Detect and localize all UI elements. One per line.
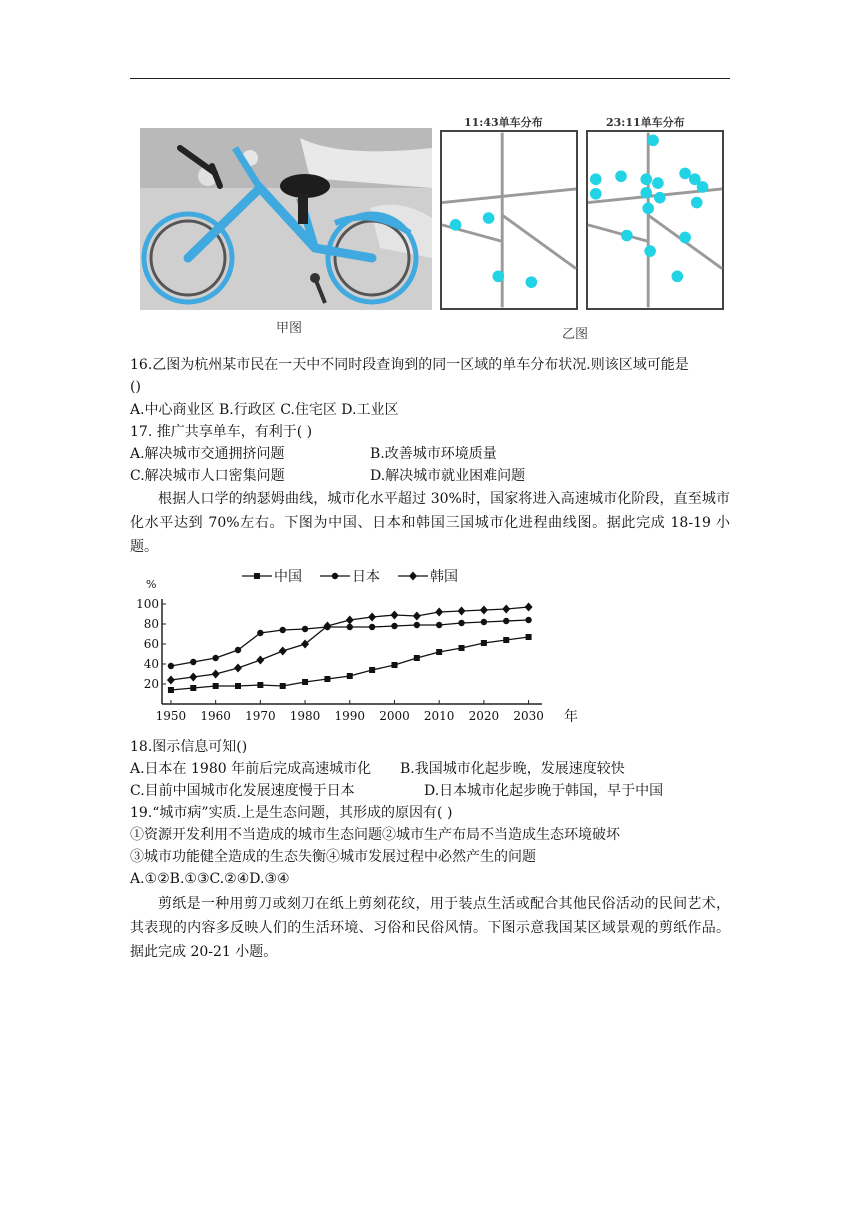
y-tick-label: 20 <box>143 677 159 691</box>
data-point-中国 <box>213 683 219 689</box>
q18-option-d: D.日本城市化起步晚于韩国，早于中国 <box>424 783 664 799</box>
data-point-日本 <box>190 659 196 665</box>
yi-caption: 乙图 <box>562 327 589 342</box>
x-axis-label: 年 <box>564 709 578 725</box>
q19-line2: ③城市功能健全造成的生态失衡④城市发展过程中必然产生的问题 <box>130 849 536 865</box>
bike-dot <box>483 212 495 224</box>
y-axis-label: % <box>146 578 157 591</box>
map-right <box>586 130 724 310</box>
q16-question: 16.乙图为杭州某市民在一天中不同时段查询到的同一区域的单车分布状况.则该区域可能是 <box>130 357 689 373</box>
data-point-中国 <box>190 685 196 691</box>
q16-question-cont: () <box>130 379 141 395</box>
x-tick-label: 2030 <box>513 709 544 723</box>
legend-label: 中国 <box>274 569 302 585</box>
q17-question: 17. 推广共享单车，有利于( ) <box>130 424 313 440</box>
data-point-韩国 <box>256 656 264 665</box>
x-tick-label: 2010 <box>423 709 455 723</box>
y-tick-label: 60 <box>143 637 159 651</box>
data-point-日本 <box>347 624 353 630</box>
data-point-日本 <box>369 624 375 630</box>
jia-caption: 甲图 <box>276 321 303 336</box>
data-point-中国 <box>324 676 330 682</box>
data-point-中国 <box>369 667 375 673</box>
data-point-日本 <box>391 623 397 629</box>
data-point-韩国 <box>458 607 466 616</box>
data-point-日本 <box>280 627 286 633</box>
q17-option-c: C.解决城市人口密集问题 <box>130 468 285 484</box>
data-point-日本 <box>458 620 464 626</box>
legend-label: 日本 <box>352 569 380 585</box>
data-point-中国 <box>391 662 397 668</box>
data-point-中国 <box>436 649 442 655</box>
data-point-中国 <box>347 673 353 679</box>
data-point-日本 <box>302 626 308 632</box>
map-left-title: 11:43单车分布 <box>464 116 543 129</box>
data-point-韩国 <box>234 664 242 673</box>
q18-question: 18.图示信息可知() <box>130 739 248 755</box>
urbanization-chart <box>136 562 590 727</box>
legend-label: 韩国 <box>430 569 458 585</box>
data-point-日本 <box>212 655 218 661</box>
legend-marker <box>254 573 260 579</box>
data-point-中国 <box>257 682 263 688</box>
x-tick-label: 1990 <box>334 709 366 723</box>
q19-line1: ①资源开发利用不当造成的城市生态问题②城市生产布局不当造成生态环境破坏 <box>130 827 620 843</box>
intro-18-19: 根据人口学的纳瑟姆曲线，城市化水平超过 30%时，国家将进入高速城市化阶段，直至城市化水平达到 70%左右。下图为中国、日本和韩国三国城市化进程曲线图。据此完成 18-19 小题。 <box>130 491 730 555</box>
data-point-日本 <box>168 663 174 669</box>
q17-option-d: D.解决城市就业困难问题 <box>370 468 526 484</box>
data-point-日本 <box>257 630 263 636</box>
data-point-韩国 <box>390 611 398 620</box>
data-point-韩国 <box>368 613 376 622</box>
y-tick-label: 40 <box>143 657 159 671</box>
data-point-韩国 <box>167 676 175 685</box>
x-tick-label: 1950 <box>155 709 187 723</box>
data-point-中国 <box>302 679 308 685</box>
q16-options: A.中心商业区 B.行政区 C.住宅区 D.工业区 <box>130 402 399 418</box>
data-point-韩国 <box>435 608 443 617</box>
map-left <box>440 130 578 310</box>
data-point-中国 <box>414 655 420 661</box>
legend-marker <box>332 573 338 579</box>
data-point-日本 <box>525 617 531 623</box>
data-point-日本 <box>414 622 420 628</box>
data-point-中国 <box>481 640 487 646</box>
legend-marker <box>409 572 417 581</box>
data-point-韩国 <box>189 673 197 682</box>
data-point-日本 <box>235 647 241 653</box>
q17-option-b: B.改善城市环境质量 <box>370 446 497 462</box>
q18-option-c: C.目前中国城市化发展速度慢于日本 <box>130 783 355 799</box>
series-line-中国 <box>171 637 529 690</box>
data-point-韩国 <box>279 647 287 656</box>
data-point-中国 <box>280 683 286 689</box>
data-point-韩国 <box>413 612 421 621</box>
map-right-title: 23:11单车分布 <box>606 116 685 129</box>
q19-question: 19.“城市病”实质.上是生态问题，其形成的原因有( ) <box>130 805 453 821</box>
q17-option-a: A.解决城市交通拥挤问题 <box>130 446 285 462</box>
data-point-日本 <box>481 619 487 625</box>
header-rule <box>130 78 730 79</box>
data-point-韩国 <box>502 605 510 614</box>
data-point-韩国 <box>212 670 220 679</box>
data-point-中国 <box>503 637 509 643</box>
data-point-日本 <box>503 618 509 624</box>
data-point-中国 <box>235 683 241 689</box>
q18-option-b: B.我国城市化起步晚，发展速度较快 <box>400 761 625 777</box>
bicycle-photo <box>140 128 432 310</box>
x-tick-label: 1970 <box>245 709 276 723</box>
x-tick-label: 2000 <box>379 709 410 723</box>
q18-option-a: A.日本在 1980 年前后完成高速城市化 <box>130 761 372 777</box>
intro-20-21: 剪纸是一种用剪刀或刻刀在纸上剪刻花纹，用于装点生活或配合其他民俗活动的民间艺术，其表现的内容多反映人们的生活环境、习俗和民俗风情。下图示意我国某区域景观的剪纸作品。据此完成 20-21 小题。 <box>130 896 730 960</box>
bike-dot <box>450 219 462 231</box>
data-point-韩国 <box>301 640 309 649</box>
bike-dot <box>492 270 504 282</box>
q19-options: A.①②B.①③C.②④D.③④ <box>130 871 290 887</box>
data-point-日本 <box>436 622 442 628</box>
data-point-韩国 <box>323 622 331 631</box>
data-point-中国 <box>168 687 174 693</box>
data-point-中国 <box>459 645 465 651</box>
bike-dot <box>526 276 538 288</box>
y-tick-label: 80 <box>143 617 159 631</box>
data-point-韩国 <box>480 606 488 615</box>
x-tick-label: 1960 <box>200 709 231 723</box>
data-point-韩国 <box>346 616 354 625</box>
x-tick-label: 1980 <box>289 709 321 723</box>
data-point-中国 <box>526 634 532 640</box>
y-tick-label: 100 <box>136 597 159 611</box>
data-point-韩国 <box>525 603 533 612</box>
x-tick-label: 2020 <box>468 709 500 723</box>
